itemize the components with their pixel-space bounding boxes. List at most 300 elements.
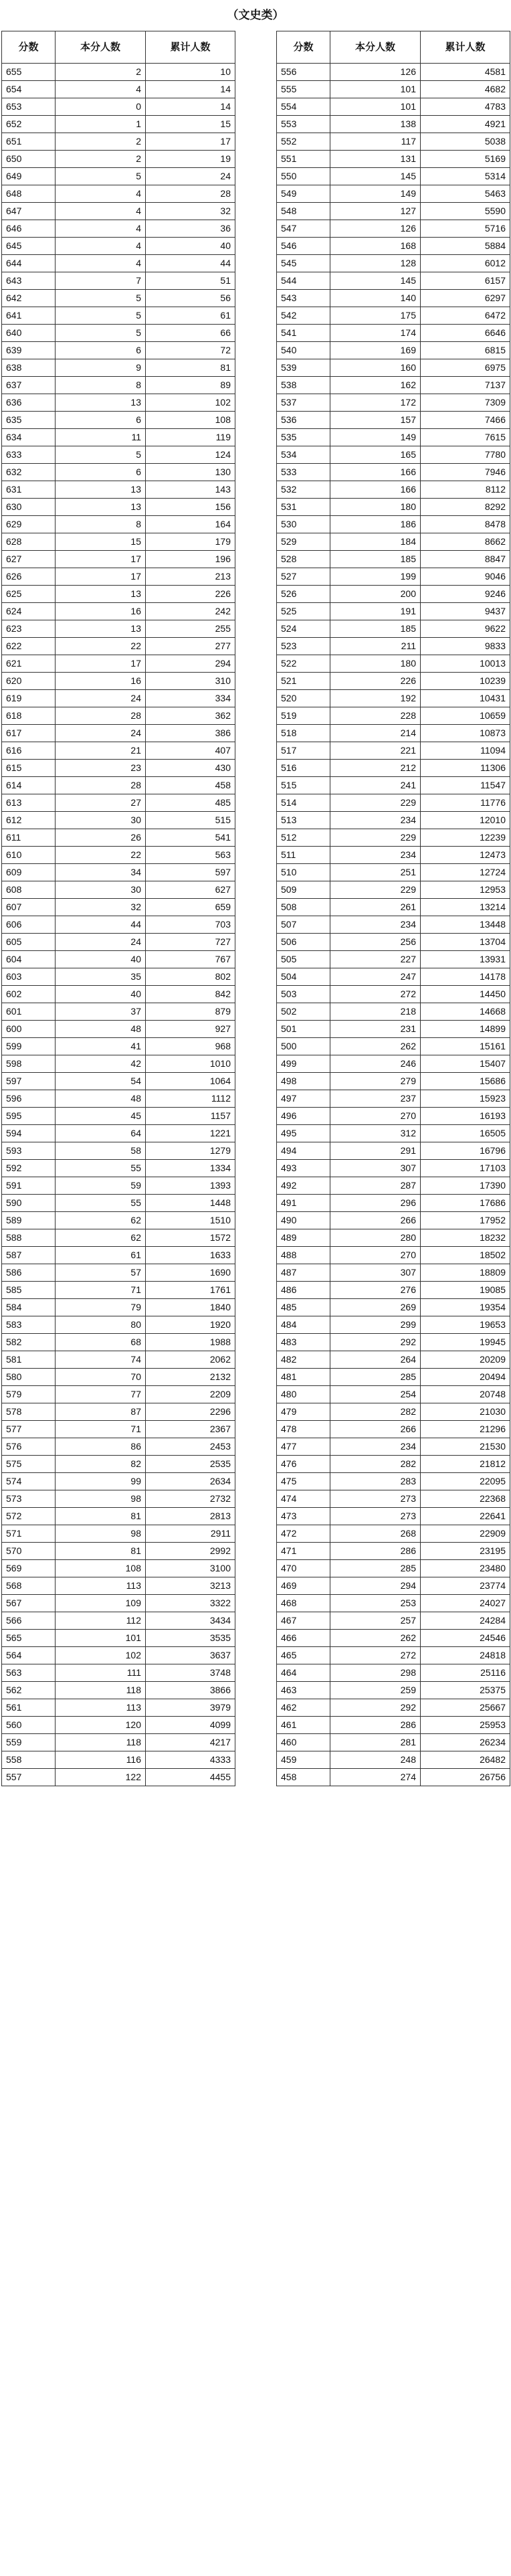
count-cell: 266 [330, 1212, 421, 1229]
count-cell: 262 [330, 1038, 421, 1055]
score-cell: 521 [277, 673, 330, 690]
table-row [277, 620, 510, 638]
count-cell: 214 [330, 725, 421, 742]
count-cell: 266 [330, 1421, 421, 1438]
cumulative-cell: 294 [146, 655, 235, 673]
cumulative-cell: 1279 [146, 1142, 235, 1160]
score-cell: 550 [277, 168, 330, 185]
count-cell: 81 [56, 1508, 146, 1525]
cumulative-cell: 2296 [146, 1403, 235, 1421]
cumulative-cell: 1157 [146, 1108, 235, 1125]
count-cell: 307 [330, 1160, 421, 1177]
count-cell: 86 [56, 1438, 146, 1456]
table-row [277, 638, 510, 655]
score-cell: 575 [2, 1456, 56, 1473]
count-cell: 71 [56, 1282, 146, 1299]
table-row [2, 255, 235, 272]
score-cell: 655 [2, 64, 56, 81]
count-cell: 41 [56, 1038, 146, 1055]
score-cell: 639 [2, 342, 56, 359]
score-cell: 499 [277, 1055, 330, 1073]
cumulative-cell: 1112 [146, 1090, 235, 1108]
cumulative-cell: 20494 [421, 1369, 510, 1386]
table-row [2, 934, 235, 951]
count-cell: 165 [330, 446, 421, 464]
cumulative-cell: 7780 [421, 446, 510, 464]
count-cell: 229 [330, 829, 421, 847]
table-row [2, 1229, 235, 1247]
score-cell: 547 [277, 220, 330, 238]
cumulative-cell: 659 [146, 899, 235, 916]
score-cell: 636 [2, 394, 56, 412]
table-row [2, 829, 235, 847]
table-row [2, 1351, 235, 1369]
table-row [277, 1038, 510, 1055]
cumulative-cell: 968 [146, 1038, 235, 1055]
score-cell: 567 [2, 1595, 56, 1612]
cumulative-cell: 4455 [146, 1769, 235, 1786]
cumulative-cell: 362 [146, 707, 235, 725]
cumulative-cell: 3535 [146, 1630, 235, 1647]
table-row [277, 1264, 510, 1282]
score-cell: 460 [277, 1734, 330, 1751]
score-cell: 484 [277, 1316, 330, 1334]
cumulative-cell: 2453 [146, 1438, 235, 1456]
score-cell: 587 [2, 1247, 56, 1264]
table-row [2, 64, 235, 81]
count-cell: 28 [56, 777, 146, 794]
table-row [277, 272, 510, 290]
score-cell: 624 [2, 603, 56, 620]
table-row [277, 1438, 510, 1456]
score-cell: 651 [2, 133, 56, 151]
score-cell: 554 [277, 98, 330, 116]
table-row [2, 133, 235, 151]
table-row [277, 864, 510, 881]
cumulative-cell: 21296 [421, 1421, 510, 1438]
table-row [2, 1438, 235, 1456]
table-row [277, 255, 510, 272]
score-cell: 467 [277, 1612, 330, 1630]
count-cell: 162 [330, 377, 421, 394]
score-cell: 532 [277, 481, 330, 499]
score-cell: 509 [277, 881, 330, 899]
count-cell: 292 [330, 1699, 421, 1717]
table-row [2, 1717, 235, 1734]
count-cell: 15 [56, 533, 146, 551]
count-cell: 294 [330, 1577, 421, 1595]
table-row [277, 185, 510, 203]
count-cell: 16 [56, 673, 146, 690]
count-cell: 166 [330, 481, 421, 499]
cumulative-cell: 72 [146, 342, 235, 359]
count-cell: 37 [56, 1003, 146, 1021]
table-row [277, 707, 510, 725]
score-cell: 579 [2, 1386, 56, 1403]
cumulative-cell: 310 [146, 673, 235, 690]
table-row [277, 1212, 510, 1229]
score-cell: 527 [277, 568, 330, 586]
cumulative-cell: 21030 [421, 1403, 510, 1421]
cumulative-cell: 4783 [421, 98, 510, 116]
count-cell: 298 [330, 1664, 421, 1682]
table-row [2, 916, 235, 934]
table-row [277, 359, 510, 377]
cumulative-cell: 4682 [421, 81, 510, 98]
score-cell: 496 [277, 1108, 330, 1125]
score-cell: 628 [2, 533, 56, 551]
table-row [2, 307, 235, 325]
cumulative-cell: 8847 [421, 551, 510, 568]
cumulative-cell: 6157 [421, 272, 510, 290]
table-row [2, 1108, 235, 1125]
table-row [2, 1543, 235, 1560]
count-cell: 30 [56, 812, 146, 829]
count-cell: 24 [56, 690, 146, 707]
score-cell: 465 [277, 1647, 330, 1664]
score-cell: 493 [277, 1160, 330, 1177]
count-cell: 2 [56, 64, 146, 81]
score-cell: 652 [2, 116, 56, 133]
table-row [277, 133, 510, 151]
score-cell: 565 [2, 1630, 56, 1647]
count-cell: 13 [56, 499, 146, 516]
cumulative-cell: 9622 [421, 620, 510, 638]
cumulative-cell: 563 [146, 847, 235, 864]
count-cell: 34 [56, 864, 146, 881]
table-row [277, 1334, 510, 1351]
count-cell: 24 [56, 725, 146, 742]
count-cell: 262 [330, 1630, 421, 1647]
score-cell: 535 [277, 429, 330, 446]
count-cell: 17 [56, 568, 146, 586]
cumulative-cell: 13931 [421, 951, 510, 968]
count-cell: 101 [330, 98, 421, 116]
cumulative-cell: 23195 [421, 1543, 510, 1560]
count-cell: 5 [56, 325, 146, 342]
cumulative-cell: 6012 [421, 255, 510, 272]
table-row [2, 760, 235, 777]
table-row [2, 81, 235, 98]
cumulative-cell: 1572 [146, 1229, 235, 1247]
score-cell: 568 [2, 1577, 56, 1595]
table-row [277, 760, 510, 777]
cumulative-cell: 1393 [146, 1177, 235, 1195]
score-cell: 515 [277, 777, 330, 794]
table-row [2, 847, 235, 864]
count-cell: 109 [56, 1595, 146, 1612]
cumulative-cell: 2634 [146, 1473, 235, 1490]
count-cell: 186 [330, 516, 421, 533]
header-score: 分数 [2, 31, 56, 64]
table-row [277, 586, 510, 603]
table-row [2, 1508, 235, 1525]
count-cell: 264 [330, 1351, 421, 1369]
score-cell: 631 [2, 481, 56, 499]
score-cell: 645 [2, 238, 56, 255]
count-cell: 292 [330, 1334, 421, 1351]
cumulative-cell: 25953 [421, 1717, 510, 1734]
table-row [2, 220, 235, 238]
score-cell: 497 [277, 1090, 330, 1108]
table-row [277, 899, 510, 916]
cumulative-cell: 4581 [421, 64, 510, 81]
cumulative-cell: 5716 [421, 220, 510, 238]
cumulative-cell: 1064 [146, 1073, 235, 1090]
score-cell: 519 [277, 707, 330, 725]
score-cell: 498 [277, 1073, 330, 1090]
score-cell: 548 [277, 203, 330, 220]
cumulative-cell: 19354 [421, 1299, 510, 1316]
count-cell: 45 [56, 1108, 146, 1125]
count-cell: 251 [330, 864, 421, 881]
count-cell: 17 [56, 655, 146, 673]
cumulative-cell: 1334 [146, 1160, 235, 1177]
score-cell: 619 [2, 690, 56, 707]
score-cell: 536 [277, 412, 330, 429]
cumulative-cell: 23480 [421, 1560, 510, 1577]
count-cell: 226 [330, 673, 421, 690]
table-row [2, 568, 235, 586]
count-cell: 174 [330, 325, 421, 342]
score-cell: 609 [2, 864, 56, 881]
table-row [277, 1247, 510, 1264]
cumulative-cell: 81 [146, 359, 235, 377]
count-cell: 185 [330, 551, 421, 568]
count-cell: 5 [56, 307, 146, 325]
count-cell: 285 [330, 1369, 421, 1386]
table-row [277, 1351, 510, 1369]
table-row [277, 1403, 510, 1421]
score-cell: 646 [2, 220, 56, 238]
cumulative-cell: 20748 [421, 1386, 510, 1403]
score-cell: 541 [277, 325, 330, 342]
table-row [2, 1160, 235, 1177]
table-row [277, 1195, 510, 1212]
table-row [277, 1177, 510, 1195]
table-row [277, 655, 510, 673]
table-row [277, 1664, 510, 1682]
table-row [277, 1630, 510, 1647]
table-row [277, 968, 510, 986]
cumulative-cell: 213 [146, 568, 235, 586]
table-row [277, 1769, 510, 1786]
count-cell: 5 [56, 168, 146, 185]
table-row [277, 325, 510, 342]
score-cell: 584 [2, 1299, 56, 1316]
cumulative-cell: 24 [146, 168, 235, 185]
cumulative-cell: 17390 [421, 1177, 510, 1195]
count-cell: 98 [56, 1525, 146, 1543]
count-cell: 59 [56, 1177, 146, 1195]
cumulative-cell: 1988 [146, 1334, 235, 1351]
score-cell: 592 [2, 1160, 56, 1177]
count-cell: 291 [330, 1142, 421, 1160]
count-cell: 99 [56, 1473, 146, 1490]
cumulative-cell: 15 [146, 116, 235, 133]
count-cell: 48 [56, 1021, 146, 1038]
count-cell: 30 [56, 881, 146, 899]
table-row [277, 986, 510, 1003]
table-row [2, 1664, 235, 1682]
cumulative-cell: 16505 [421, 1125, 510, 1142]
score-cell: 595 [2, 1108, 56, 1125]
table-row [2, 707, 235, 725]
count-cell: 231 [330, 1021, 421, 1038]
count-cell: 26 [56, 829, 146, 847]
table-row [277, 1090, 510, 1108]
count-cell: 102 [56, 1647, 146, 1664]
cumulative-cell: 2732 [146, 1490, 235, 1508]
count-cell: 296 [330, 1195, 421, 1212]
cumulative-cell: 1448 [146, 1195, 235, 1212]
count-cell: 228 [330, 707, 421, 725]
score-cell: 539 [277, 359, 330, 377]
cumulative-cell: 21530 [421, 1438, 510, 1456]
cumulative-cell: 130 [146, 464, 235, 481]
cumulative-cell: 11547 [421, 777, 510, 794]
score-cell: 545 [277, 255, 330, 272]
table-row [277, 1055, 510, 1073]
score-cell: 573 [2, 1490, 56, 1508]
table-row [277, 1734, 510, 1751]
score-cell: 627 [2, 551, 56, 568]
table-row [277, 203, 510, 220]
count-cell: 122 [56, 1769, 146, 1786]
score-cell: 513 [277, 812, 330, 829]
table-row [2, 1734, 235, 1751]
score-cell: 549 [277, 185, 330, 203]
table-row [2, 412, 235, 429]
score-cell: 622 [2, 638, 56, 655]
score-cell: 560 [2, 1717, 56, 1734]
table-row [277, 98, 510, 116]
cumulative-cell: 407 [146, 742, 235, 760]
table-row [277, 116, 510, 133]
table-row [277, 220, 510, 238]
table-row [2, 777, 235, 794]
score-cell: 464 [277, 1664, 330, 1682]
score-cell: 596 [2, 1090, 56, 1108]
cumulative-cell: 12239 [421, 829, 510, 847]
table-row [277, 81, 510, 98]
cumulative-cell: 9046 [421, 568, 510, 586]
count-cell: 276 [330, 1282, 421, 1299]
table-row [277, 1456, 510, 1473]
cumulative-cell: 25667 [421, 1699, 510, 1717]
count-cell: 54 [56, 1073, 146, 1090]
score-cell: 599 [2, 1038, 56, 1055]
score-cell: 564 [2, 1647, 56, 1664]
table-row [277, 829, 510, 847]
cumulative-cell: 11776 [421, 794, 510, 812]
score-cell: 526 [277, 586, 330, 603]
table-row [2, 1125, 235, 1142]
score-cell: 606 [2, 916, 56, 934]
header-count: 本分人数 [56, 31, 146, 64]
count-cell: 286 [330, 1717, 421, 1734]
cumulative-cell: 32 [146, 203, 235, 220]
count-cell: 42 [56, 1055, 146, 1073]
cumulative-cell: 119 [146, 429, 235, 446]
score-cell: 477 [277, 1438, 330, 1456]
score-cell: 523 [277, 638, 330, 655]
table-row [2, 203, 235, 220]
cumulative-cell: 2813 [146, 1508, 235, 1525]
cumulative-cell: 2992 [146, 1543, 235, 1560]
score-cell: 502 [277, 1003, 330, 1021]
score-cell: 507 [277, 916, 330, 934]
score-cell: 562 [2, 1682, 56, 1699]
count-cell: 272 [330, 1647, 421, 1664]
cumulative-cell: 3866 [146, 1682, 235, 1699]
score-cell: 637 [2, 377, 56, 394]
score-cell: 594 [2, 1125, 56, 1142]
score-cell: 463 [277, 1682, 330, 1699]
table-row [2, 464, 235, 481]
table-row [277, 1595, 510, 1612]
cumulative-cell: 17103 [421, 1160, 510, 1177]
table-row [2, 986, 235, 1003]
score-cell: 470 [277, 1560, 330, 1577]
cumulative-cell: 3213 [146, 1577, 235, 1595]
table-row [2, 1090, 235, 1108]
score-cell: 533 [277, 464, 330, 481]
score-cell: 501 [277, 1021, 330, 1038]
cumulative-cell: 541 [146, 829, 235, 847]
count-cell: 118 [56, 1734, 146, 1751]
table-row [277, 481, 510, 499]
score-cell: 605 [2, 934, 56, 951]
cumulative-cell: 26482 [421, 1751, 510, 1769]
cumulative-cell: 36 [146, 220, 235, 238]
count-cell: 17 [56, 551, 146, 568]
score-cell: 520 [277, 690, 330, 707]
table-row [277, 794, 510, 812]
count-cell: 282 [330, 1456, 421, 1473]
count-cell: 111 [56, 1664, 146, 1682]
cumulative-cell: 277 [146, 638, 235, 655]
score-cell: 647 [2, 203, 56, 220]
cumulative-cell: 5314 [421, 168, 510, 185]
table-row [277, 1021, 510, 1038]
count-cell: 13 [56, 394, 146, 412]
score-cell: 490 [277, 1212, 330, 1229]
count-cell: 248 [330, 1751, 421, 1769]
count-cell: 0 [56, 98, 146, 116]
count-cell: 253 [330, 1595, 421, 1612]
cumulative-cell: 26756 [421, 1769, 510, 1786]
table-row [277, 1386, 510, 1403]
score-cell: 614 [2, 777, 56, 794]
score-cell: 644 [2, 255, 56, 272]
count-cell: 48 [56, 1090, 146, 1108]
score-cell: 474 [277, 1490, 330, 1508]
table-row [2, 794, 235, 812]
cumulative-cell: 12724 [421, 864, 510, 881]
table-row [2, 1403, 235, 1421]
count-cell: 6 [56, 412, 146, 429]
table-row [2, 1195, 235, 1212]
table-row [2, 1142, 235, 1160]
cumulative-cell: 28 [146, 185, 235, 203]
table-row [2, 899, 235, 916]
table-row [2, 290, 235, 307]
score-cell: 485 [277, 1299, 330, 1316]
cumulative-cell: 4217 [146, 1734, 235, 1751]
count-cell: 234 [330, 812, 421, 829]
count-cell: 221 [330, 742, 421, 760]
